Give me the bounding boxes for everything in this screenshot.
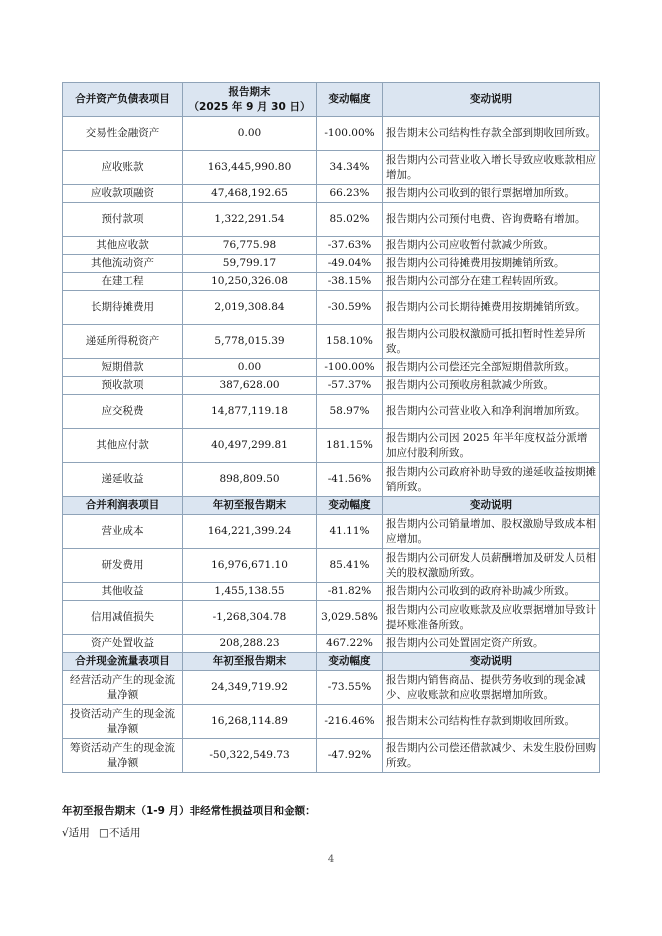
row-value: 163,445,990.80 xyxy=(183,151,317,185)
row-change: 85.41% xyxy=(317,549,383,583)
row-item-name: 其他应付款 xyxy=(63,429,183,463)
row-change: -81.82% xyxy=(317,583,383,601)
row-change: -49.04% xyxy=(317,255,383,273)
table-row xyxy=(63,255,600,273)
header-change: 变动幅度 xyxy=(317,497,383,515)
row-explanation: 报告期内公司销量增加、股权激励导致成本相应增加。 xyxy=(383,515,600,549)
row-change: 66.23% xyxy=(317,185,383,203)
row-explanation: 报告期末公司结构性存款到期收回所致。 xyxy=(383,705,600,739)
row-change: 158.10% xyxy=(317,325,383,359)
row-value: 1,322,291.54 xyxy=(183,203,317,237)
header-item: 合并现金流量表项目 xyxy=(63,653,183,671)
table-row xyxy=(63,117,600,151)
row-change: -100.00% xyxy=(317,359,383,377)
row-value: 208,288.23 xyxy=(183,635,317,653)
row-value: 24,349,719.92 xyxy=(183,671,317,705)
row-item-name: 经营活动产生的现金流量净额 xyxy=(63,671,183,705)
row-value: -50,322,549.73 xyxy=(183,739,317,773)
table-row xyxy=(63,203,600,237)
row-explanation: 报告期内公司营业收入增长导致应收账款相应增加。 xyxy=(383,151,600,185)
row-change: -216.46% xyxy=(317,705,383,739)
row-value: 40,497,299.81 xyxy=(183,429,317,463)
row-item-name: 应收账款 xyxy=(63,151,183,185)
row-explanation: 报告期内公司部分在建工程转固所致。 xyxy=(383,273,600,291)
row-item-name: 应交税费 xyxy=(63,395,183,429)
row-change: 467.22% xyxy=(317,635,383,653)
row-value: 0.00 xyxy=(183,117,317,151)
row-change: 3,029.58% xyxy=(317,601,383,635)
row-value: 164,221,399.24 xyxy=(183,515,317,549)
header-period: 年初至报告期末 xyxy=(183,653,317,671)
table-row xyxy=(63,377,600,395)
row-item-name: 递延所得税资产 xyxy=(63,325,183,359)
row-explanation: 报告期内公司预收房租款减少所致。 xyxy=(383,377,600,395)
applicability-options xyxy=(62,825,146,840)
table-row xyxy=(63,325,600,359)
row-explanation: 报告期内公司处置固定资产所致。 xyxy=(383,635,600,653)
row-explanation: 报告期内公司待摊费用按期摊销所致。 xyxy=(383,255,600,273)
header-change: 变动幅度 xyxy=(317,653,383,671)
row-change: 41.11% xyxy=(317,515,383,549)
row-item-name: 投资活动产生的现金流量净额 xyxy=(63,705,183,739)
header-item: 合并利润表项目 xyxy=(63,497,183,515)
row-value: -1,268,304.78 xyxy=(183,601,317,635)
row-change: 58.97% xyxy=(317,395,383,429)
table-row xyxy=(63,583,600,601)
header-period-line2: （2025 年 9 月 30 日） xyxy=(188,100,311,113)
header-period: 年初至报告期末 xyxy=(183,497,317,515)
row-value: 16,976,671.10 xyxy=(183,549,317,583)
row-change: -47.92% xyxy=(317,739,383,773)
row-explanation: 报告期内公司政府补助导致的递延收益按期摊销所致。 xyxy=(383,463,600,497)
table-row xyxy=(63,395,600,429)
row-value: 5,778,015.39 xyxy=(183,325,317,359)
row-explanation: 报告期内公司营业收入和净利润增加所致。 xyxy=(383,395,600,429)
row-value: 16,268,114.89 xyxy=(183,705,317,739)
row-explanation: 报告期内销售商品、提供劳务收到的现金减少、应收账款和应收票据增加所致。 xyxy=(383,671,600,705)
row-value: 1,455,138.55 xyxy=(183,583,317,601)
row-item-name: 研发费用 xyxy=(63,549,183,583)
table-row xyxy=(63,359,600,377)
header-period xyxy=(183,83,317,117)
row-change: -38.15% xyxy=(317,273,383,291)
row-value: 47,468,192.65 xyxy=(183,185,317,203)
row-item-name: 筹资活动产生的现金流量净额 xyxy=(63,739,183,773)
row-change: -30.59% xyxy=(317,291,383,325)
row-explanation: 报告期内公司应收账款及应收票据增加导致计提坏账准备所致。 xyxy=(383,601,600,635)
row-explanation: 报告期内公司偿还完全部短期借款所致。 xyxy=(383,359,600,377)
row-value: 0.00 xyxy=(183,359,317,377)
row-explanation: 报告期内公司收到的政府补助减少所致。 xyxy=(383,583,600,601)
row-change: -100.00% xyxy=(317,117,383,151)
row-item-name: 预付款项 xyxy=(63,203,183,237)
table-row xyxy=(63,185,600,203)
row-explanation: 报告期内公司研发人员薪酬增加及研发人员相关的股权激励所致。 xyxy=(383,549,600,583)
row-item-name: 短期借款 xyxy=(63,359,183,377)
table-row xyxy=(63,291,600,325)
row-item-name: 资产处置收益 xyxy=(63,635,183,653)
row-explanation: 报告期内公司长期待摊费用按期摊销所致。 xyxy=(383,291,600,325)
table-row xyxy=(63,515,600,549)
row-value: 59,799.17 xyxy=(183,255,317,273)
table-row xyxy=(63,739,600,773)
option-not-applicable[interactable]: □不适用 xyxy=(99,827,141,839)
row-item-name: 长期待摊费用 xyxy=(63,291,183,325)
non-recurring-items-heading: 年初至报告期末（1-9 月）非经常性损益项目和金额： xyxy=(62,805,316,817)
row-value: 898,809.50 xyxy=(183,463,317,497)
row-item-name: 营业成本 xyxy=(63,515,183,549)
page-number: 4 xyxy=(327,854,335,865)
row-value: 14,877,119.18 xyxy=(183,395,317,429)
table-row xyxy=(63,429,600,463)
row-item-name: 在建工程 xyxy=(63,273,183,291)
row-value: 2,019,308.84 xyxy=(183,291,317,325)
table-row xyxy=(63,273,600,291)
row-value: 76,775.98 xyxy=(183,237,317,255)
row-change: -41.56% xyxy=(317,463,383,497)
table-header-row xyxy=(63,497,600,515)
header-period-line1: 报告期末 xyxy=(228,85,271,98)
row-item-name: 应收款项融资 xyxy=(63,185,183,203)
row-explanation: 报告期内公司偿还借款减少、未发生股份回购所致。 xyxy=(383,739,600,773)
row-explanation: 报告期内公司因 2025 年半年度权益分派增加应付股利所致。 xyxy=(383,429,600,463)
table-row xyxy=(63,463,600,497)
row-explanation: 报告期内公司预付电费、咨询费略有增加。 xyxy=(383,203,600,237)
row-item-name: 递延收益 xyxy=(63,463,183,497)
table-row xyxy=(63,601,600,635)
row-value: 387,628.00 xyxy=(183,377,317,395)
row-change: 85.02% xyxy=(317,203,383,237)
row-change: 181.15% xyxy=(317,429,383,463)
row-item-name: 预收款项 xyxy=(63,377,183,395)
row-change: -57.37% xyxy=(317,377,383,395)
table-row xyxy=(63,671,600,705)
row-item-name: 其他应收款 xyxy=(63,237,183,255)
row-explanation: 报告期内公司应收暂付款减少所致。 xyxy=(383,237,600,255)
row-explanation: 报告期内公司股权激励可抵扣暂时性差异所致。 xyxy=(383,325,600,359)
table-header-row xyxy=(63,83,600,117)
row-item-name: 信用减值损失 xyxy=(63,601,183,635)
option-applicable[interactable]: √适用 xyxy=(62,827,90,839)
row-change: 34.34% xyxy=(317,151,383,185)
table-row xyxy=(63,549,600,583)
table-row xyxy=(63,705,600,739)
header-explanation: 变动说明 xyxy=(383,83,600,117)
row-change: -37.63% xyxy=(317,237,383,255)
row-item-name: 交易性金融资产 xyxy=(63,117,183,151)
row-value: 10,250,326.08 xyxy=(183,273,317,291)
row-item-name: 其他收益 xyxy=(63,583,183,601)
header-explanation: 变动说明 xyxy=(383,653,600,671)
header-item: 合并资产负债表项目 xyxy=(63,83,183,117)
financial-changes-table xyxy=(62,82,600,773)
table-row xyxy=(63,151,600,185)
header-change: 变动幅度 xyxy=(317,83,383,117)
row-explanation: 报告期末公司结构性存款全部到期收回所致。 xyxy=(383,117,600,151)
table-row xyxy=(63,237,600,255)
row-change: -73.55% xyxy=(317,671,383,705)
table-header-row xyxy=(63,653,600,671)
table-row xyxy=(63,635,600,653)
row-item-name: 其他流动资产 xyxy=(63,255,183,273)
row-explanation: 报告期内公司收到的银行票据增加所致。 xyxy=(383,185,600,203)
header-explanation: 变动说明 xyxy=(383,497,600,515)
